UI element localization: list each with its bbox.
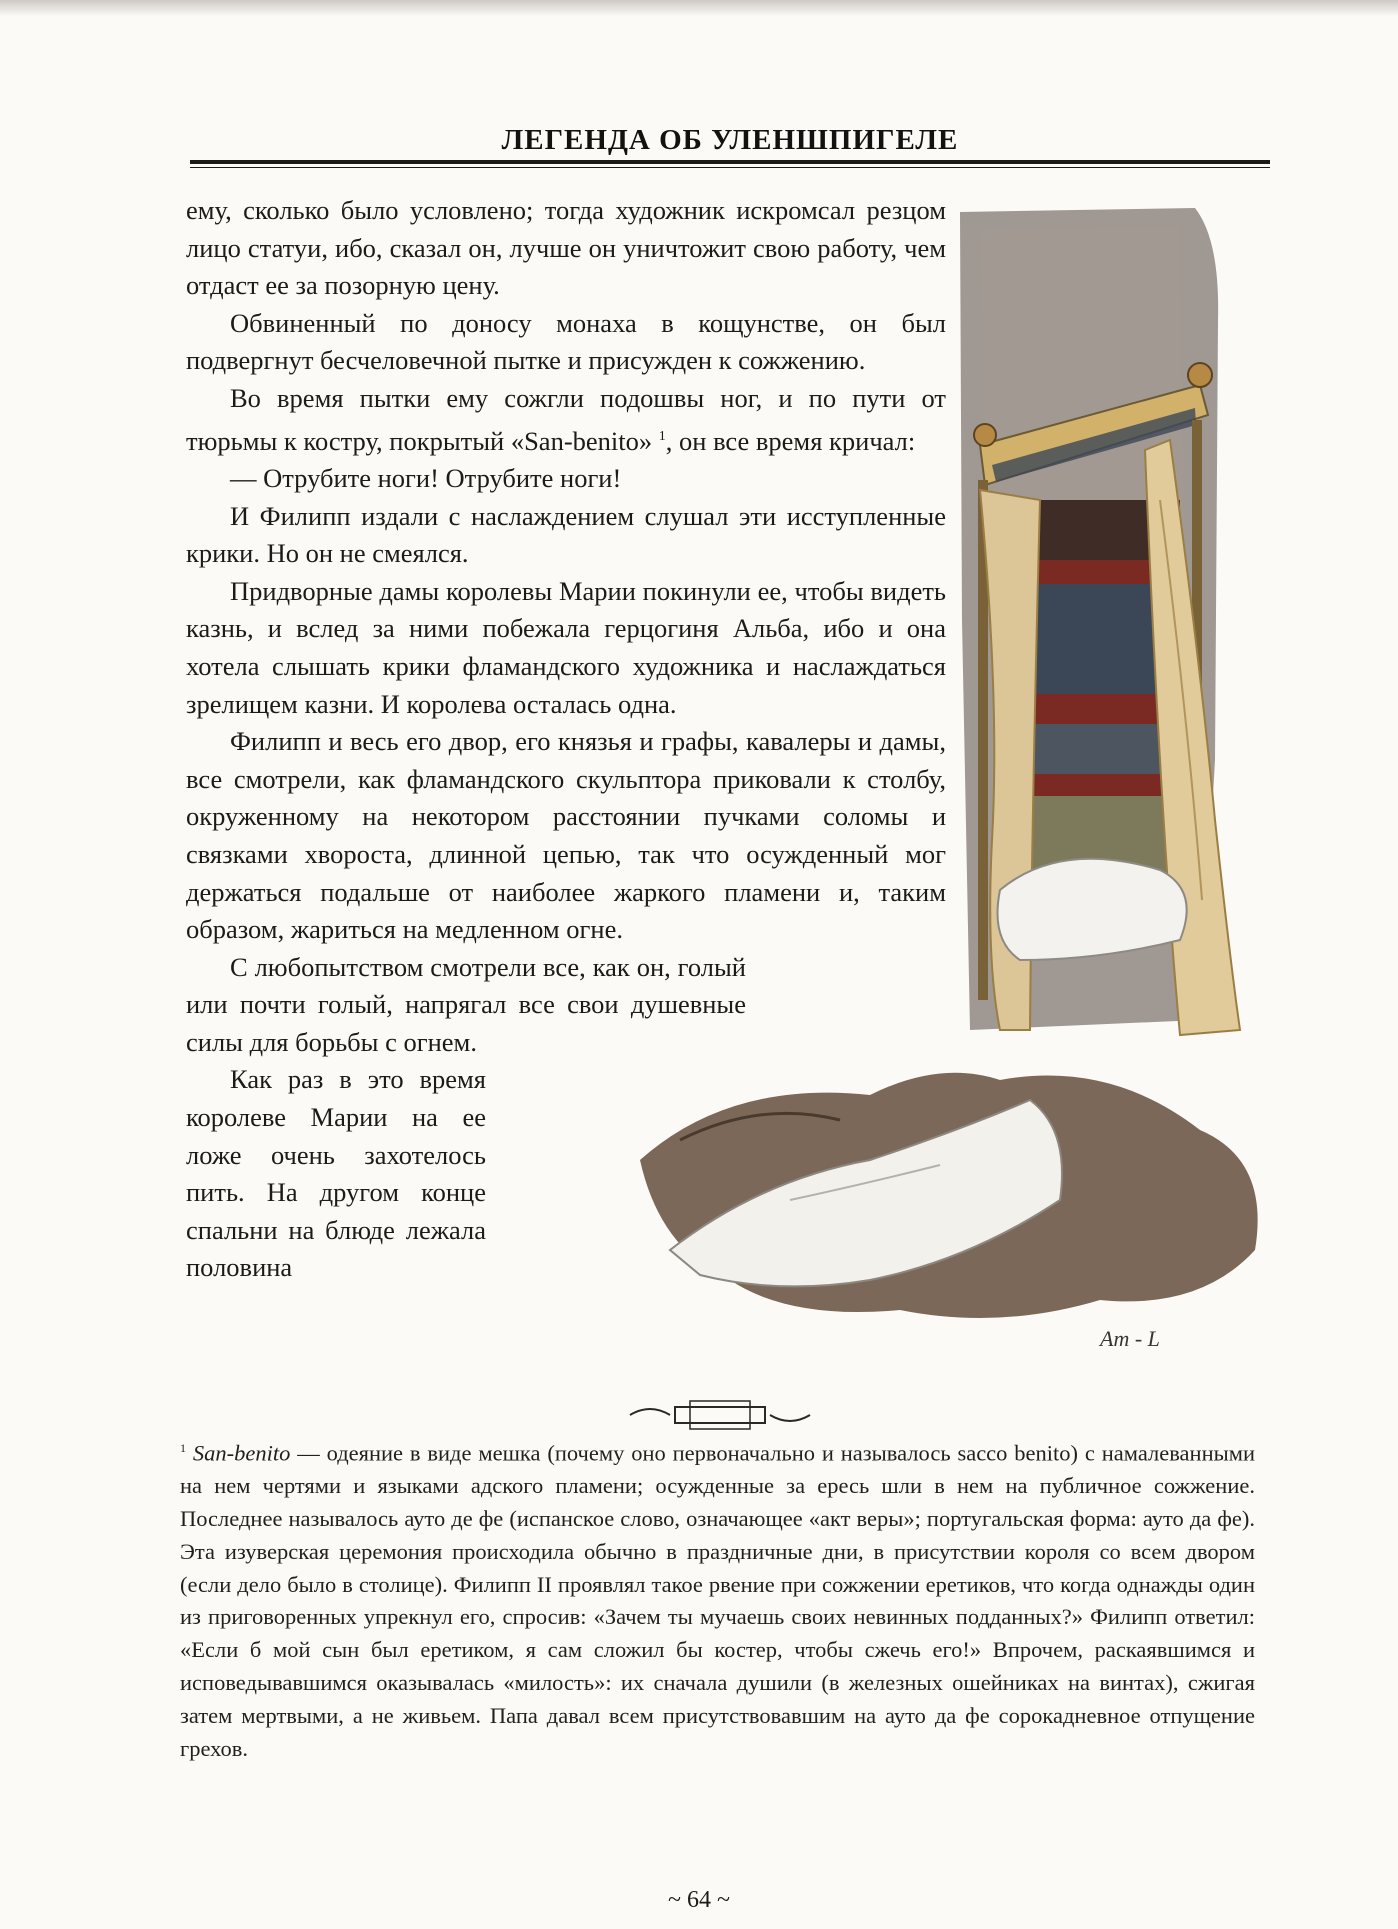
paragraph-6: Придворные дамы королевы Марии покинули ее, чтобы видеть казнь, и вслед за ними побежала герцогиня Альба, ибо и она хотела слышать крики фламандского художника и наслаждаться зрелищем казни. И королева осталась одна. xyxy=(186,575,946,719)
main-text xyxy=(186,192,946,1287)
finial-right xyxy=(1188,363,1212,387)
footnote-text: — одеяние в виде мешка (почему оно первоначально и называлось sacco benito) с намалеванными на нем чертями и языками адского пламени; осужденные за ересь шли в нем на публичное сожжение. Последнее называлось ауто де фе (испанское слово, означающее «акт веры»; португальская форма: ауто да фе). Эта изуверская церемония происходила обычно в праздничные дни, в присутствии короля со всем двором (если дело было в столице). Филипп II проявлял такое рвение при сожжении еретиков, что когда однажды один из приговоренных упрекнул его, спросив: «Зачем ты мучаешь своих невинных подданных?» Филипп ответил: «Если б мой сын был еретиком, я сам сложил бы костер, чтобы сжечь его!» Впрочем, раскаявшимся и исповедывавшимся оказывалась «милость»: их сначала душили (в железных ошейниках на винтах), сжигая затем мертвыми, а не живьем. Папа давал всем присутствовавшим на ауто да фе сорокадневное отпущение грехов. xyxy=(180,1440,1256,1761)
paragraph-2: Обвиненный по доносу монаха в кощунстве, он был подвергнут бесчеловечной пытке и присужден к сожжению. xyxy=(186,307,946,376)
running-head: ЛЕГЕНДА ОБ УЛЕНШПИГЕЛЕ xyxy=(501,124,959,156)
header-rule-thick xyxy=(190,160,1270,164)
finial-left xyxy=(974,424,996,446)
paragraph-3: Во время пытки ему сожгли подошвы ног, и по пути от тюрьмы к костру, покрытый «San-benito» $^1$, он все время кричал: xyxy=(186,382,946,456)
page-top-shadow xyxy=(0,0,1398,16)
paragraph-4: — Отрубите ноги! Отрубите ноги! xyxy=(230,462,622,493)
page-number: ~ 64 ~ xyxy=(668,1887,730,1913)
paragraph-7: Филипп и весь его двор, его князья и графы, кавалеры и дамы, все смотрели, как фламандского скульптора приковали к столбу, окруженному на некотором расстоянии пучками соломы и связками хвороста, длинной цепью, так что осужденный мог держаться подальше от наиболее жаркого пламени и, таким образом, жариться на медленном огне. xyxy=(186,726,946,945)
footnote-ref[interactable]: 1 xyxy=(658,428,666,444)
paragraph-5: И Филипп издали с наслаждением слушал эти исступленные крики. Но он не смеялся. xyxy=(186,500,946,569)
footnote-mark: 1 xyxy=(180,1441,186,1455)
footnote-ornament xyxy=(620,1395,820,1435)
paragraph-8: С любопытством смотрели все, как он, голый или почти голый, напрягал все свои душевные силы для борьбы с огнем. xyxy=(186,951,746,1057)
header-rule-thin xyxy=(190,167,1270,168)
footnote-term: San-benito xyxy=(192,1440,291,1466)
paragraph-1: ему, сколько было условлено; тогда художник искромсал резцом лицо статуи, ибо, сказал он, лучше он уничтожит свою работу, чем отдаст ее за позорную цену. xyxy=(186,195,946,301)
footnote xyxy=(180,1432,1255,1765)
paragraph-9: Как раз в это время королеве Марии на ее ложе очень захотелось пить. На другом конце спальни на блюде лежала половина xyxy=(186,1064,486,1283)
pillow xyxy=(998,859,1187,960)
illustration-signature: Am - L xyxy=(1100,1326,1160,1351)
